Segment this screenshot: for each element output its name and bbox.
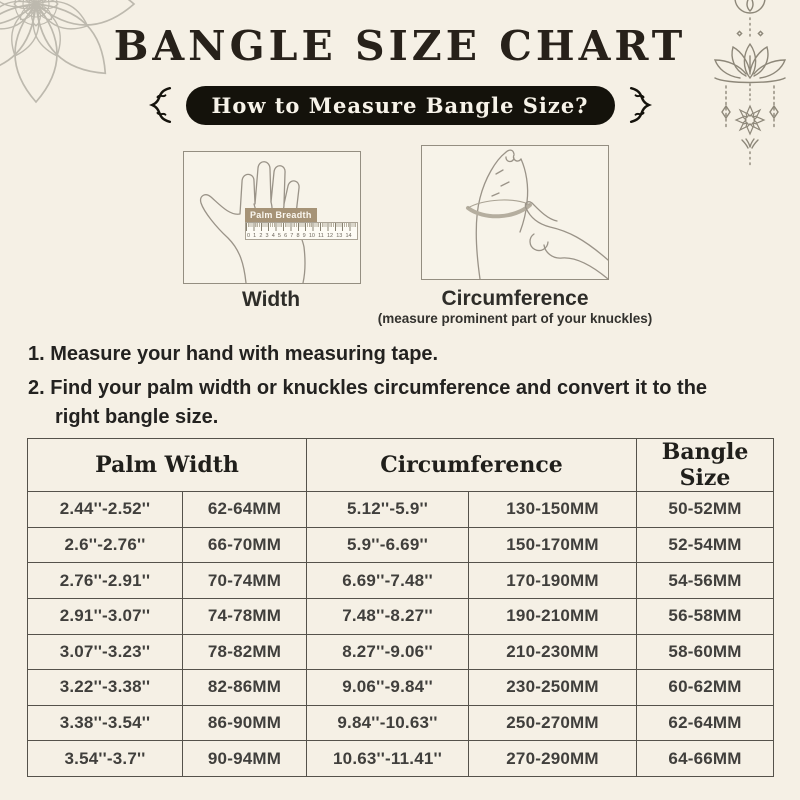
instruction-step-2: 2. Find your palm width or knuckles circumference and convert it to the right bangle size. <box>28 377 708 428</box>
bangle-size-mm: 62-64MM <box>637 705 774 741</box>
circumference-mm: 130-150MM <box>469 492 637 528</box>
table-row <box>28 492 774 528</box>
palm-width-in: 3.38''-3.54'' <box>28 705 183 741</box>
table-row <box>28 598 774 634</box>
instructions <box>28 340 742 437</box>
bangle-size-table <box>27 438 774 777</box>
hand-measuring-tape-icon <box>422 146 608 279</box>
header-circumference: Circumference <box>307 439 637 492</box>
circumference-caption: Circumference <box>441 287 589 310</box>
palm-width-mm: 62-64MM <box>183 492 307 528</box>
bangle-size-mm: 60-62MM <box>637 670 774 706</box>
bangle-size-mm: 50-52MM <box>637 492 774 528</box>
circumference-in: 5.12''-5.9'' <box>307 492 469 528</box>
palm-width-mm: 86-90MM <box>183 705 307 741</box>
instruction-step-1: 1. Measure your hand with measuring tape. <box>28 343 439 365</box>
bangle-size-mm: 58-60MM <box>637 634 774 670</box>
circumference-mm: 170-190MM <box>469 563 637 599</box>
bangle-size-mm: 56-58MM <box>637 598 774 634</box>
table-row <box>28 670 774 706</box>
ruler <box>245 222 358 240</box>
circumference-note: (measure prominent part of your knuckles) <box>377 311 653 326</box>
palm-width-mm: 78-82MM <box>183 634 307 670</box>
circumference-diagram <box>421 145 609 280</box>
flourish-bracket-left-icon <box>146 84 176 126</box>
circumference-mm: 150-170MM <box>469 527 637 563</box>
header-bangle-size: Bangle Size <box>637 439 774 492</box>
circumference-mm: 230-250MM <box>469 670 637 706</box>
palm-width-in: 3.07''-3.23'' <box>28 634 183 670</box>
palm-width-in: 2.6''-2.76'' <box>28 527 183 563</box>
table-header-row <box>28 439 774 492</box>
table-row <box>28 563 774 599</box>
palm-width-mm: 66-70MM <box>183 527 307 563</box>
how-to-measure-badge-row <box>0 84 800 126</box>
circumference-in: 10.63''-11.41'' <box>307 741 469 777</box>
circumference-in: 8.27''-9.06'' <box>307 634 469 670</box>
palm-width-in: 2.44''-2.52'' <box>28 492 183 528</box>
circumference-in: 7.48''-8.27'' <box>307 598 469 634</box>
palm-width-in: 2.91''-3.07'' <box>28 598 183 634</box>
circumference-mm: 210-230MM <box>469 634 637 670</box>
table-row <box>28 741 774 777</box>
table-row <box>28 705 774 741</box>
table-row <box>28 634 774 670</box>
page-title: BANGLE SIZE CHART <box>113 22 687 70</box>
how-to-measure-badge: How to Measure Bangle Size? <box>186 86 615 125</box>
circumference-mm: 250-270MM <box>469 705 637 741</box>
palm-width-in: 3.54''-3.7'' <box>28 741 183 777</box>
circumference-mm: 270-290MM <box>469 741 637 777</box>
header-palm-width: Palm Width <box>28 439 307 492</box>
circumference-in: 9.06''-9.84'' <box>307 670 469 706</box>
width-caption: Width <box>241 288 301 311</box>
palm-width-mm: 82-86MM <box>183 670 307 706</box>
palm-breadth-tag: Palm Breadth <box>245 208 317 222</box>
circumference-in: 9.84''-10.63'' <box>307 705 469 741</box>
circumference-in: 5.9''-6.69'' <box>307 527 469 563</box>
flourish-bracket-right-icon <box>625 84 655 126</box>
bangle-size-mm: 54-56MM <box>637 563 774 599</box>
bangle-size-mm: 64-66MM <box>637 741 774 777</box>
palm-width-in: 3.22''-3.38'' <box>28 670 183 706</box>
table-row <box>28 527 774 563</box>
ruler-numbers: 0 1 2 3 4 5 6 7 8 9 10 11 12 13 14 <box>247 232 352 239</box>
palm-width-in: 2.76''-2.91'' <box>28 563 183 599</box>
circumference-mm: 190-210MM <box>469 598 637 634</box>
palm-width-mm: 70-74MM <box>183 563 307 599</box>
circumference-in: 6.69''-7.48'' <box>307 563 469 599</box>
palm-width-mm: 90-94MM <box>183 741 307 777</box>
palm-width-mm: 74-78MM <box>183 598 307 634</box>
bangle-size-mm: 52-54MM <box>637 527 774 563</box>
